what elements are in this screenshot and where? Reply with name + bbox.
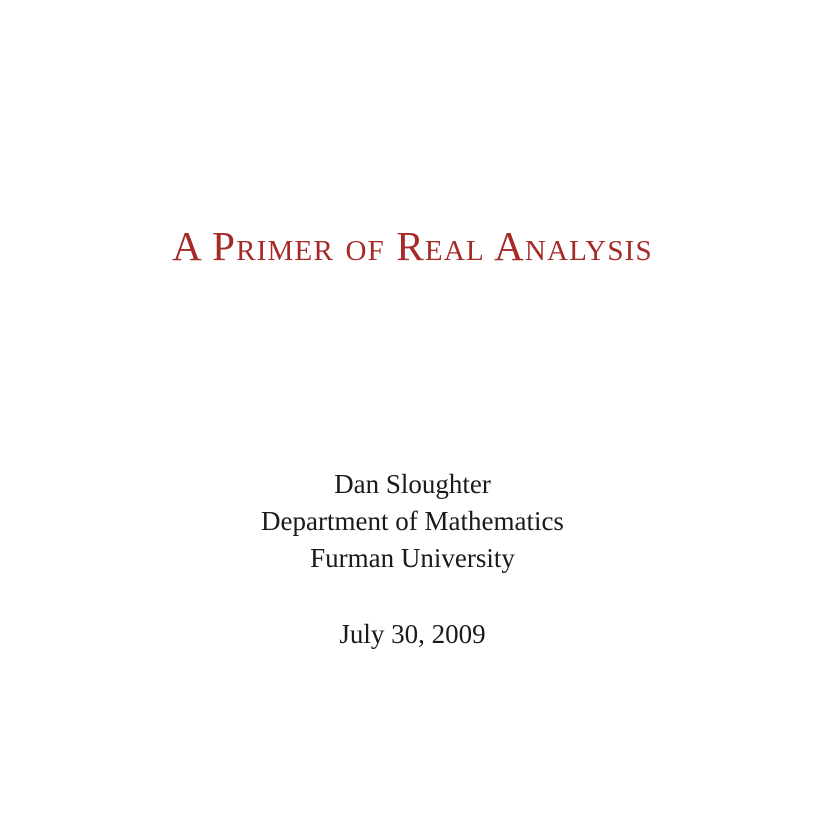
document-date: July 30, 2009 (339, 619, 486, 649)
author-name: Dan Sloughter (334, 469, 491, 499)
author-block (0, 466, 825, 577)
author-institution: Furman University (310, 543, 515, 573)
author-department: Department of Mathematics (261, 506, 564, 536)
document-title: A Primer of Real Analysis (172, 223, 653, 270)
